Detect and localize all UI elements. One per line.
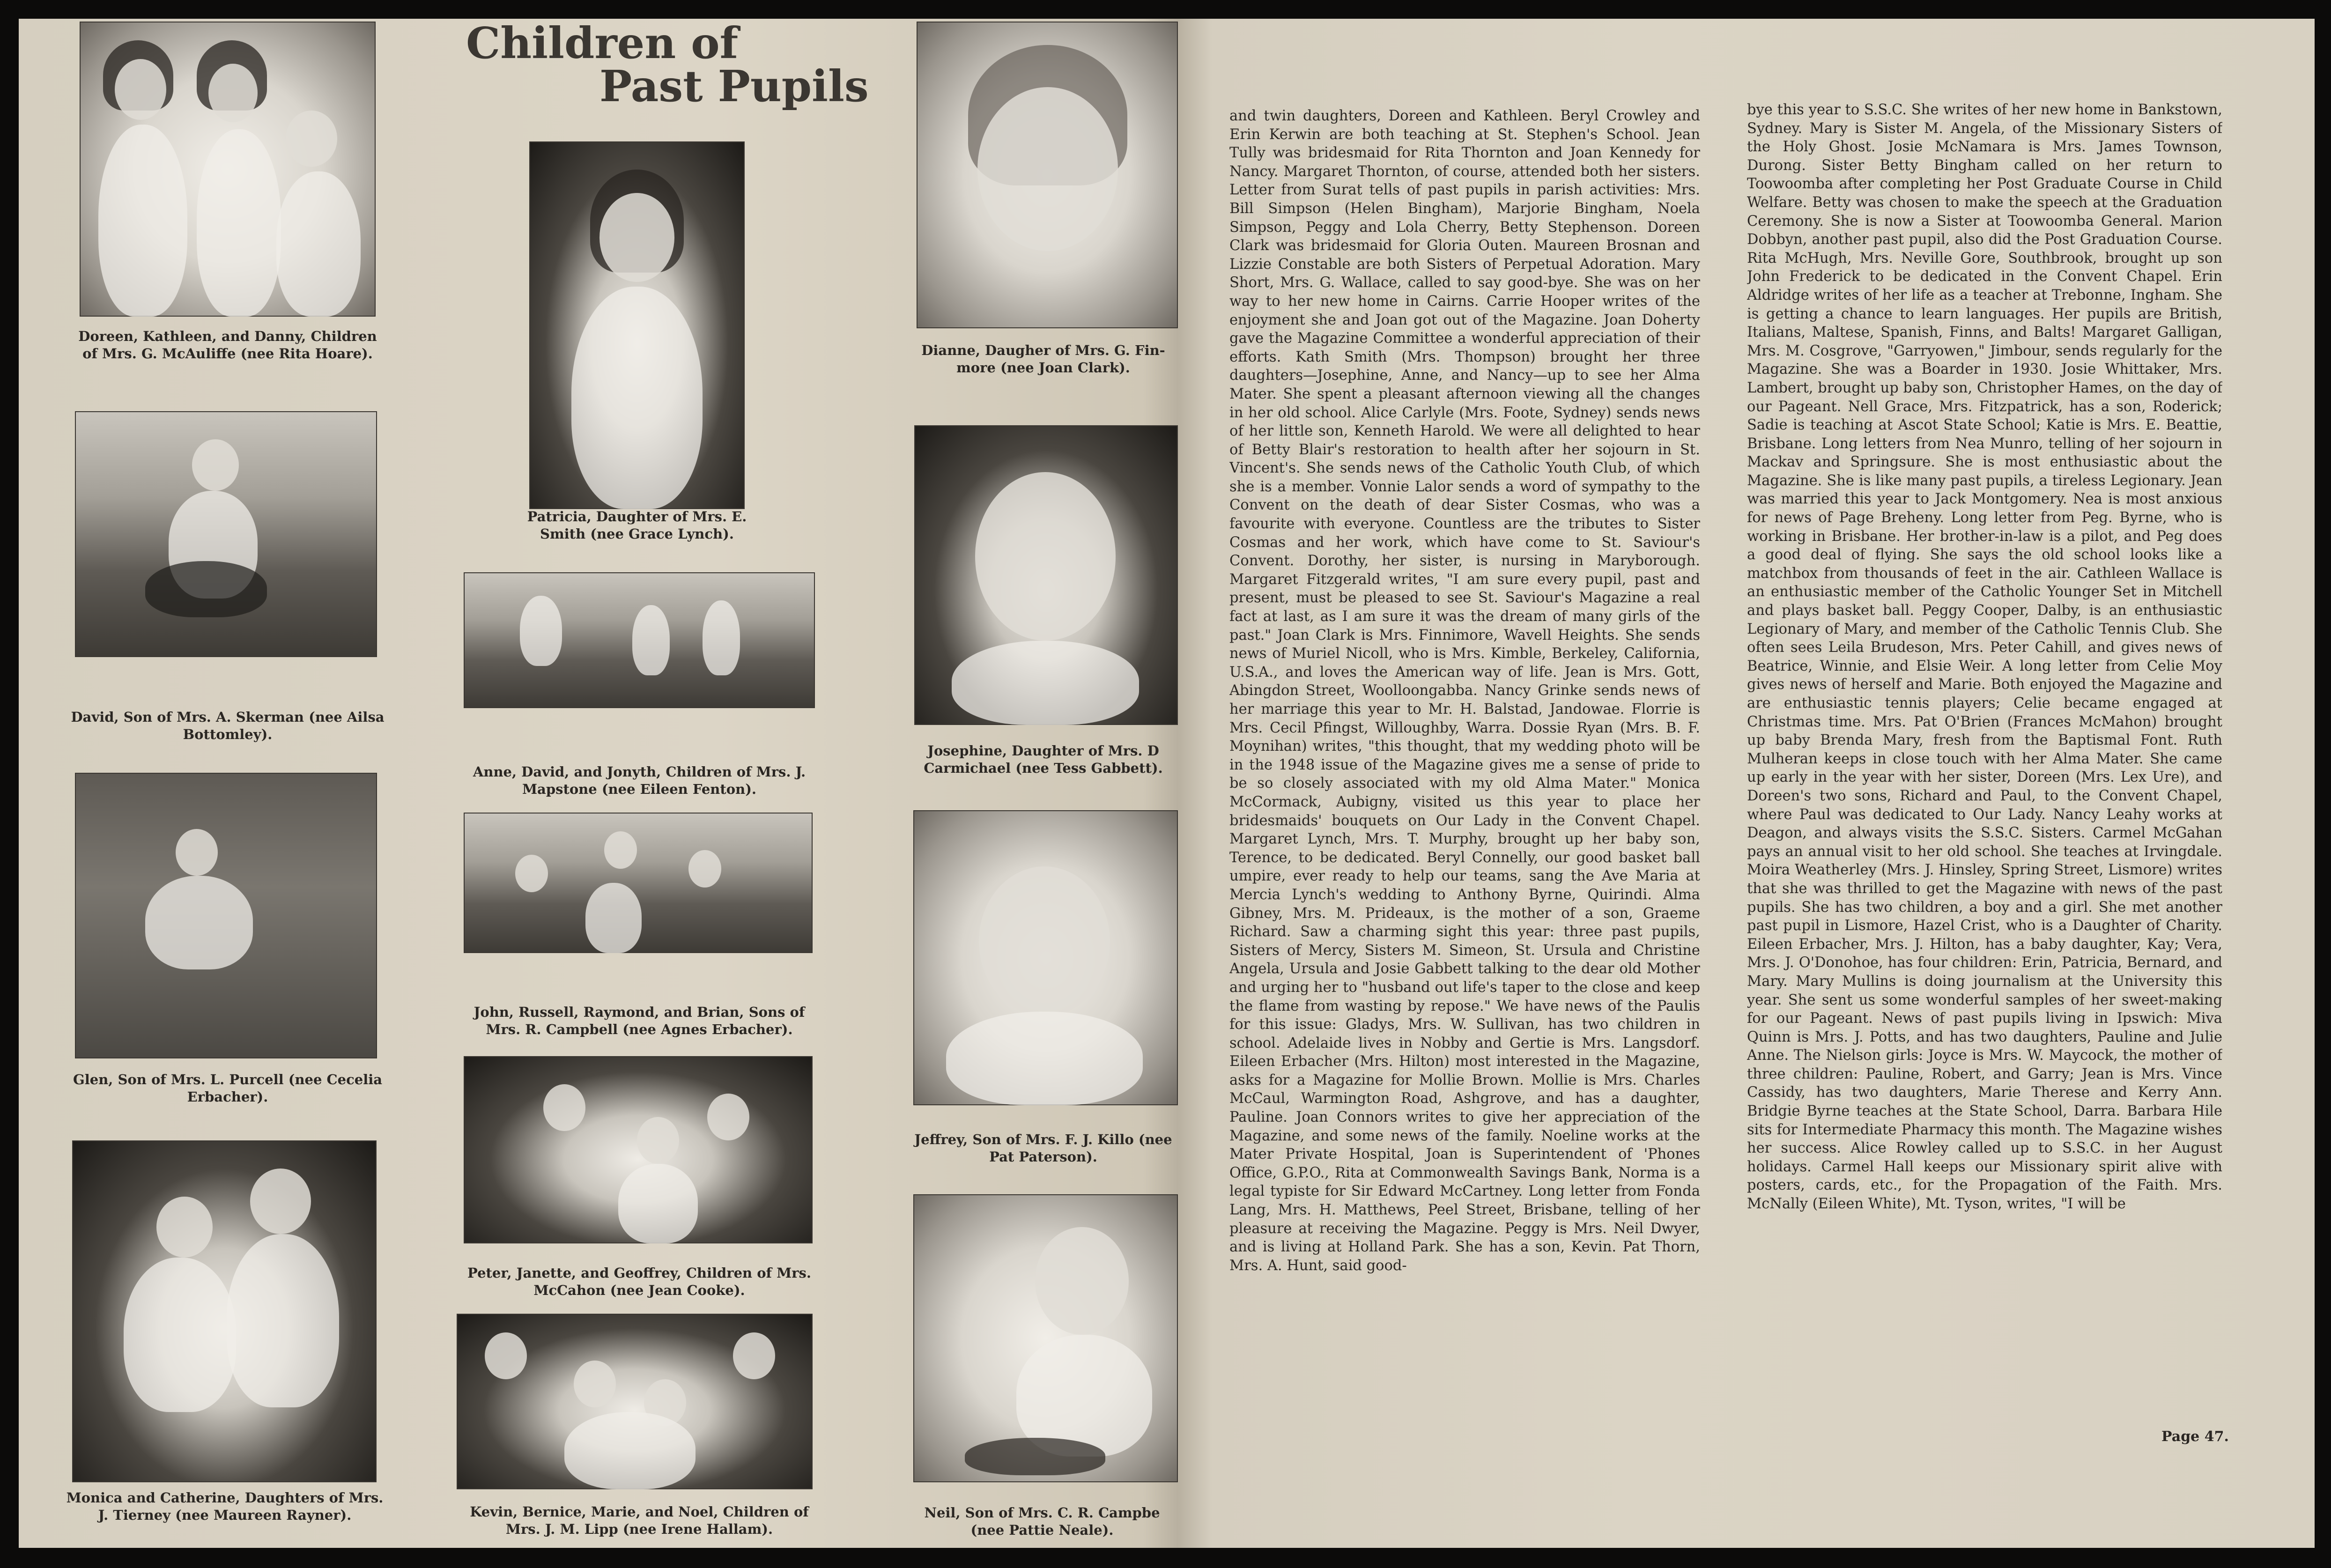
caption-tierney: Monica and Catherine, Daughters of Mrs. J. Tierney (nee Maureen Rayner). — [66, 1490, 384, 1523]
photo-tierney-daughters — [72, 1140, 377, 1482]
caption-killoran: Jeffrey, Son of Mrs. F. J. Killo (nee Pat Paterson). — [914, 1132, 1172, 1165]
caption-skerman: David, Son of Mrs. A. Skerman (nee Ailsa Bottomley). — [71, 709, 385, 742]
photo-campbell-sons — [464, 813, 813, 953]
caption-finnimore: Dianne, Daugher of Mrs. G. Fin- more (nee Joan Clark). — [921, 342, 1165, 376]
text-column-2: bye this year to S.S.C. She writes of her new home in Bankstown, Sydney. Mary is Sister M. Angela, of the Missionary Sisters of the Holy Ghost. Josie McNamara is Mrs. James Townson, Durong. Sister Betty Bingham called on her return to Toowoomba after completing her Post Graduate Course in Child Welfare. Betty was chosen to make the speech at the Graduation Ceremony. She is now a Sister at Toowoomba General. Marion Dobbyn, another past pupil, also did the Post Graduation Course. Rita McHugh, Mrs. Neville Gore, Southbrook, brought up son John Frederick to be dedicated in the Convent Chapel. Erin Aldridge writes of her life as a teacher at Trebonne, Ingham. She is getting a chance to learn languages. Her pupils are British, Italians, Maltese, Spanish, Finns, and Balts! Margaret Galligan, Mrs. M. Cosgrove, "Garryowen," Jimbour, sends regularly for the Magazine. She was a Boarder in 1930. Josie Whittaker, Mrs. Lambert, brought up baby son, Christopher Hames, on the day of our Pageant. Nell Grace, Mrs. Fitzpatrick, has a son, Roderick; Sadie is teaching at Ascot State School; Katie is Mrs. E. Beattie, Brisbane. Long letters from Nea Munro, telling of her sojourn in Mackav and Springsure. She is most enthusiastic about the Magazine. She is like many past pupils, a tireless Legionary. Jean was married this year to Jack Montgomery. Nea is most anxious for news of Page Breheny. Long letter from Peg. Byrne, who is working in Brisbane. Her brother-in-law is a pilot, and Peg does a good deal of flying. She says the old school looks like a matchbox from thousands of feet in the air. Cathleen Wallace is an enthusiastic member of the Catholic Younger Set in Mitchell and plays basket ball. Peggy Cooper, Dalby, is an enthusiastic Legionary of Mary, and member of the Catholic Tennis Club. She often sees Leila Brudeson, Mrs. Peter Cahill, and gives news of Beatrice, Winnie, and Elsie Weir. A long letter from Celie Moy gives news of herself and Marie. Both enjoyed the Magazine and are enthusiastic tennis players; Celie became engaged at Christmas time. Mrs. Pat O'Brien (Frances McMahon) brought up baby Brenda Mary, fresh from the Baptismal Font. Ruth Mulheran keeps in close touch with her Alma Mater. She came up early in the year with her sister, Doreen (Mrs. Lex Ure), and Doreen's two sons, Richard and Paul, to the Convent Chapel, where Paul was dedicated to Our Lady. Nancy Leahy works at Deagon, and always visits the S.S.C. Sisters. Carmel McGahan pays an annual visit to her old school. She teaches at Irvingdale. Moira Weatherley (Mrs. J. Hinsley, Spring Street, Lismore) writes that she was thrilled to get the Magazine with news of the past pupils. She has two children, a boy and a girl. She met another past pupil in Lismore, Hazel Crist, who is a Daughter of Charity. Eileen Erbacher, Mrs. J. Hilton, has a baby daughter, Kay; Vera, Mrs. J. O'Donohoe, has four children: Erin, Patricia, Bernard, and Mary. Mary Mullins is doing journalism at the University this year. She sent us some wonderful samples of her sweet-making for our Pageant. News of past pupils living in Ipswich: Miva Quinn is Mrs. J. Potts, and has two daughters, Pauline and Julie Anne. The Nielson girls: Joyce is Mrs. W. Maycock, the mother of three children: Pauline, Robert, and Garry; Jean is Mrs. Vince Cassidy, has two daughters, Marie Therese and Kerry Ann. Bridgie Byrne teaches at the State School, Darra. Barbara Hile sits for Intermediate Pharmacy this month. The Magazine wishes her success. Alice Rowley called up to S.S.C. in her August holidays. Carmel Hall keeps our Missionary spirit alive with posters, cards, etc., for the Propagation of the Faith. Mrs. McNally (Eileen White), Mt. Tyson, writes, "I will be — [1747, 102, 2222, 1213]
photo-jeffrey-killoran — [913, 810, 1178, 1105]
photo-mapstone-children — [464, 572, 815, 708]
caption-mapstone: Anne, David, and Jonyth, Children of Mrs. J. Mapstone (nee Eileen Fenton). — [473, 764, 806, 797]
left-page — [19, 19, 1178, 1548]
page-title-line-1: Children of — [466, 18, 739, 68]
photo-dianne-finnimore — [917, 22, 1178, 328]
caption-lipp: Kevin, Bernice, Marie, and Noel, Children of Mrs. J. M. Lipp (nee Irene Hallam). — [470, 1504, 809, 1537]
caption-campbell: John, Russell, Raymond, and Brian, Sons of Mrs. R. Campbell (nee Agnes Erbacher). — [474, 1004, 805, 1037]
photo-patricia-smith — [529, 141, 745, 509]
photo-mccahon-children — [464, 1056, 813, 1243]
caption-mcauliffe: Doreen, Kathleen, and Danny, Children of Mrs. G. McAuliffe (nee Rita Hoare). — [78, 328, 377, 362]
photo-josephine-carmichael — [914, 425, 1178, 725]
caption-carmichael: Josephine, Daughter of Mrs. D Carmichael (nee Tess Gabbett). — [924, 743, 1163, 776]
caption-smith: Patricia, Daughter of Mrs. E. Smith (nee Grace Lynch). — [527, 509, 747, 542]
photo-lipp-children — [457, 1314, 813, 1489]
right-page — [1178, 19, 2315, 1548]
text-column-1: and twin daughters, Doreen and Kathleen. Beryl Crowley and Erin Kerwin are both teaching at St. Stephen's School. Jean Tully was bridesmaid for Rita Thornton and Joan Kennedy for Nancy. Margaret Thornton, of course, attended both her sisters. Letter from Surat tells of past pupils in parish activities: Mrs. Bill Simpson (Helen Bingham), Marjorie Bingham, Noela Simpson, Peggy and Lola Cherry, Betty Stephenson. Doreen Clark was bridesmaid for Gloria Outen. Maureen Brosnan and Lizzie Constable are both Sisters of Perpetual Adoration. Mary Short, Mrs. G. Wallace, called to say good-bye. She was on her way to her new home in Cairns. Carrie Hooper writes of the enjoyment she and Joan got out of the Magazine. Joan Doherty gave the Magazine Committee a wonderful appreciation of their efforts. Kath Smith (Mrs. Thompson) brought her three daughters—Josephine, Anne, and Nancy—up to see her Alma Mater. She spent a pleasant afternoon viewing all the changes in her old school. Alice Carlyle (Mrs. Foote, Sydney) sends news of her little son, Kenneth Harold. We were all delighted to hear of Betty Blair's restoration to health after her sojourn in St. Vincent's. She sends news of the Catholic Youth Club, of which she is a member. Vonnie Lalor sends a word of sympathy to the Convent on the death of dear Sister Cosmas, who was a favourite with everyone. Countless are the tributes to Sister Cosmas and her work, which have come to St. Saviour's Convent. Dorothy, her sister, is nursing in Maryborough. Margaret Fitzgerald writes, "I am sure every pupil, past and present, must be pleased to see St. Saviour's Magazine a real fact at last, as I am sure it was the dream of many girls of the past." Joan Clark is Mrs. Finnimore, Wavell Heights. She sends news of Muriel Nicoll, who is Mrs. Kimble, Berkeley, California, U.S.A., and loves the American way of life. Jean is Mrs. Gott, Abingdon Street, Woolloongabba. Nancy Grinke sends news of her marriage this year to Mr. H. Balstad, Jandowae. Florrie is Mrs. Cecil Pfingst, Willoughby, Warra. Dossie Ryan (Mrs. B. F. Moynihan) writes, "this thought, that my wedding photo will be in the 1948 issue of the Magazine gives me a sense of pride to be so closely associated with my old Alma Mater." Monica McCormack, Aubigny, visited us this year to place her bridesmaids' bouquets on Our Lady in the Convent Chapel. Margaret Lynch, Mrs. T. Murphy, brought up her baby son, Terence, to be dedicated. Beryl Connelly, our good basket ball umpire, ever ready to help our teams, sang the Ave Maria at Mercia Lynch's wedding to Anthony Byrne, Quirindi. Alma Gibney, Mrs. M. Prideaux, is the mother of a son, Graeme Richard. Saw a charming sight this year: three past pupils, Sisters of Mercy, Sisters M. Simeon, St. Ursula and Christine Angela, Ursula and Josie Gabbett talking to the dear old Mother and urging her to "husband out life's taper to the close and keep the flame from wasting by repose." We have news of the Paulis for this issue: Gladys, Mrs. W. Sullivan, has two children in school. Adelaide lives in Nobby and Gertie is Mrs. Langsdorf. Eileen Erbacher (Mrs. Hilton) most interested in the Magazine, asks for a Magazine for Mollie Brown. Mollie is Mrs. Charles McCaul, Warmington Road, Ashgrove, and has a daughter, Pauline. Joan Connors writes to give her appreciation of the Magazine, and some news of the family. Noeline works at the Mater Private Hospital, Joan is Superintendent of 'Phones Office, G.P.O., Rita at Commonwealth Savings Bank, Norma is a legal typiste for Sir Edward McCartney. Long letter from Fonda Lang, Mrs. H. Matthews, Peel Street, Brisbane, telling of her pleasure at receiving the Magazine. Peggy is Mrs. Neil Dwyer, and is living at Holland Park. She has a son, Kevin. Pat Thorn, Mrs. A. Hunt, said good- — [1229, 108, 1700, 1274]
caption-purcell: Glen, Son of Mrs. L. Purcell (nee Cecelia Erbacher). — [73, 1072, 383, 1105]
caption-neil-campbell: Neil, Son of Mrs. C. R. Campbe (nee Pattie Neale). — [924, 1505, 1160, 1538]
photo-glen-purcell — [75, 773, 377, 1058]
magazine-spread — [19, 19, 2315, 1548]
page-number: Page 47. — [2161, 1428, 2229, 1445]
photo-mcauliffe-children — [80, 22, 376, 317]
page-title-line-2: Past Pupils — [599, 61, 869, 111]
photo-david-skerman — [75, 411, 377, 657]
caption-mccahon: Peter, Janette, and Geoffrey, Children of Mrs. McCahon (nee Jean Cooke). — [467, 1265, 811, 1298]
photo-neil-campbell — [913, 1194, 1178, 1482]
